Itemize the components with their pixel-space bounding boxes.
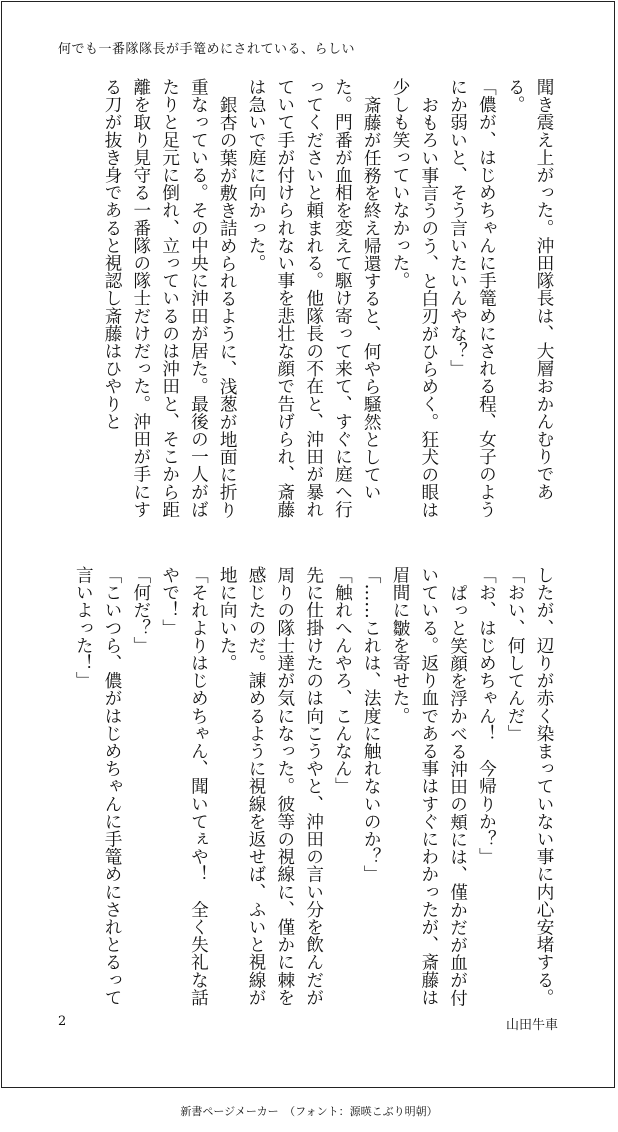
author-name: 山田牛車 bbox=[505, 1018, 558, 1033]
text-column-bottom bbox=[68, 566, 558, 1016]
paragraph: 「それよりはじめちゃん、聞いてぇや！ 全く失礼な話やで！」 bbox=[159, 566, 209, 1006]
paragraph: おもろい事言うのう、と白刃がひらめく。狂犬の眼は少しも笑っていなかった。 bbox=[390, 78, 439, 518]
paragraph: 「何だ？」 bbox=[130, 566, 151, 654]
paragraph: 「……これは、法度に触れないのか？」 bbox=[361, 566, 382, 883]
paragraph: 斎藤が任務を終え帰還すると、何やら騒然としていた。門番が血相を変えて駆け寄って来て、すぐに庭へ行ってくださいと頼まれる。他隊長の不在と、沖田が暴れていて手が付けられない事を悲壮な顔で告げられ、斎藤は急いで庭に向かった。 bbox=[246, 78, 382, 518]
paragraph: 銀杏の葉が敷き詰められるように、浅葱が地面に折り重なっている。その中央に沖田が居た。最後の一人がばたりと足元に倒れ、立っているのは沖田と、そこから距離を取り見守る一番隊の隊士だけだった。沖田が手にする刀が抜き身であると視認し斎藤はひやりと bbox=[102, 78, 238, 518]
paragraph: 「おい、何してんだ」 bbox=[505, 566, 526, 742]
paragraph: 「お、はじめちゃん！ 今帰りか？」 bbox=[476, 566, 497, 866]
paragraph: 「こいつら、儂がはじめちゃんに手篭めにされとるって言いよった！」 bbox=[73, 566, 123, 1006]
running-title: 何でも一番隊隊長が手篭めにされている、らしい bbox=[58, 42, 356, 57]
paragraph: したが、辺りが赤く染まっていない事に内心安堵する。 bbox=[534, 566, 554, 1006]
text-column-top bbox=[97, 78, 558, 528]
page-number: 2 bbox=[58, 1014, 67, 1029]
paragraph: 聞き震え上がった。沖田隊長は、大層おかんむりである。 bbox=[505, 78, 554, 501]
paragraph: ぱっと笑顔を浮かべる沖田の頬には、僅かだが血が付いている。返り血である事はすぐにわかったが、斎藤は眉間に皺を寄せた。 bbox=[390, 566, 468, 1006]
footer-credit: 新書ページメーカー （フォント：源暎こぶり明朝） bbox=[180, 1105, 438, 1118]
paragraph: 「触れへんやろ、こんなん」 bbox=[332, 566, 353, 795]
paragraph: 「儂が、はじめちゃんに手篭めにされる程、女子のようにか弱いと、そう言いたいんやな？」 bbox=[447, 78, 497, 518]
paragraph: 先に仕掛けたのは向こうやと、沖田の言い分を飲んだが周りの隊士達が気になった。彼等の視線に、僅かに棘を感じたのだ。諌めるように視線を返せば、ふいと視線が地に向いた。 bbox=[217, 566, 324, 1006]
